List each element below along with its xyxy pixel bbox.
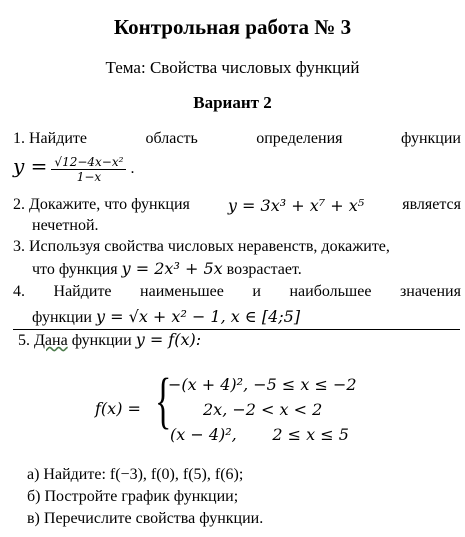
task4-text: функции — [32, 309, 96, 326]
task1-line1 — [13, 130, 461, 148]
topic-line: Тема: Свойства числовых функций — [105, 58, 360, 77]
variant-heading: Вариант 2 — [193, 93, 272, 112]
task1-denominator: 1−x — [76, 169, 102, 184]
task3-text: что функция — [32, 261, 122, 278]
task2-text: 2. Докажите, что функция — [13, 196, 190, 213]
task1-period: . — [130, 160, 135, 177]
task5-number: 5. — [18, 332, 30, 349]
piece-case-1: −(x + 4)², −5 ≤ x ≤ −2 — [168, 375, 357, 394]
task2-line1 — [13, 196, 461, 215]
task1-word: область — [145, 130, 198, 147]
task4-line2 — [32, 307, 465, 327]
task1-word: определения — [256, 130, 343, 147]
task4-line1 — [13, 283, 461, 301]
task3-formula: y = 2x³ + 5x — [121, 259, 223, 278]
piece-case-2: 2x, −2 < x < 2 — [203, 400, 323, 419]
task1-formula — [13, 154, 461, 184]
task5-part-c: в) Перечислите свойства функции. — [27, 510, 264, 527]
task1-fraction — [51, 155, 126, 184]
task3-line2 — [32, 259, 465, 279]
task2-text-end: является — [402, 196, 461, 213]
task1-word: 1. Найдите — [13, 130, 88, 147]
task1-lhs: y = — [13, 154, 48, 178]
task4-word: Найдите — [53, 283, 112, 300]
task3-line1: 3. Используя свойства числовых неравенств, докажите, — [13, 238, 390, 255]
task3-text-end: возрастает. — [222, 261, 302, 278]
task4-formula: y = √x + x² − 1, x ∈ [4;5] — [96, 307, 301, 326]
task4-word: наибольшее — [289, 283, 372, 300]
task1-numerator: √12−4x−x² — [51, 155, 126, 170]
task2-line2: нечетной. — [32, 217, 99, 234]
task1-word: функции — [401, 130, 461, 147]
piece-case-3: (x − 4)², 2 ≤ x ≤ 5 — [170, 425, 349, 444]
task5-part-a: а) Найдите: f(−3), f(0), f(5), f(6); — [27, 466, 244, 483]
task2-formula: y = 3x³ + x⁷ + x⁵ — [227, 196, 365, 215]
left-brace: { — [155, 367, 172, 435]
task4-word: наименьшее — [140, 283, 224, 300]
task4-word: 4. — [13, 283, 25, 300]
task5-intro — [18, 330, 465, 350]
task4-word: и — [252, 283, 261, 300]
task4-word: значения — [399, 283, 461, 300]
task5-part-b: б) Постройте график функции; — [27, 488, 239, 505]
task5-intro-text: функции — [67, 332, 136, 349]
page-title: Контрольная работа № 3 — [113, 15, 352, 39]
task5-dana: Дана — [34, 332, 68, 349]
piecewise-lhs: f(x) = — [95, 399, 141, 418]
task5-intro-formula: y = f(x): — [135, 330, 202, 349]
